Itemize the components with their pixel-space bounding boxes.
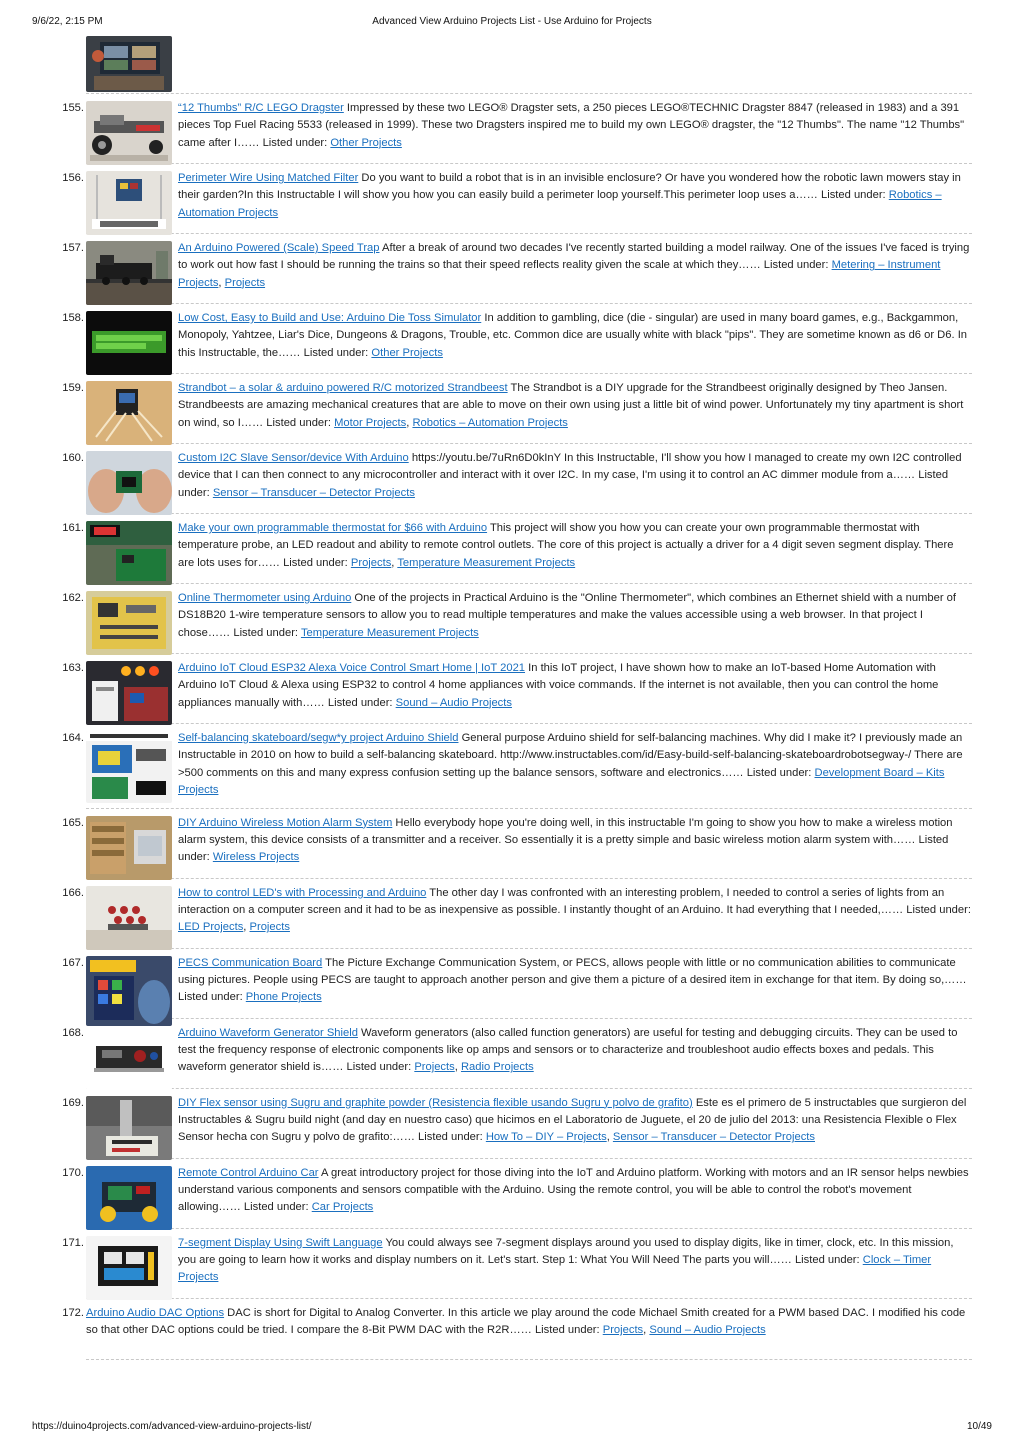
- item-number: 171.: [62, 1236, 84, 1249]
- list-item: [62, 724, 972, 809]
- item-number: 170.: [62, 1166, 84, 1179]
- project-thumbnail-image[interactable]: [86, 171, 172, 235]
- project-description: Hello everybody hope you're doing well, in this instructable I'm going to show you how to make a wireless motion alarm system, this device consists of a transmitter and a receiver. So essentially it is a pretty simple and basic wireless motion alarm system with……: [178, 816, 953, 847]
- category-link[interactable]: Projects: [414, 1061, 455, 1074]
- item-number: 169.: [62, 1096, 84, 1109]
- category-link[interactable]: Development Board – Kits Projects: [178, 766, 945, 797]
- project-title-link[interactable]: 7-segment Display Using Swift Language: [178, 1236, 383, 1249]
- project-title-link[interactable]: An Arduino Powered (Scale) Speed Trap: [178, 242, 380, 254]
- category-link[interactable]: Other Projects: [330, 136, 402, 149]
- list-item: [62, 374, 972, 444]
- category-link[interactable]: Robotics – Automation Projects: [178, 189, 942, 219]
- listed-under-label: Listed under:: [746, 766, 812, 779]
- item-number: 164.: [62, 732, 84, 744]
- projects-list: [0, 32, 1024, 1360]
- item-text: DIY Flex sensor using Sugru and graphite powder (Resistencia flexible usando Sugru y polvo de grafito) Este es el primero de 5 instructables que surgieron del Instructables & Sugru build night (and day en nuestro caso) que hicimos en el Laboratorio de Juguete, el 20 de julio del 2013: una Resistencia Flexible o Flex Sensor hecha con Sugru y polvo de grafito:…… Listed under: How To – DIY – Projects, Sensor – Transducer – Detector Projects: [178, 1096, 967, 1144]
- category-link[interactable]: Wireless Projects: [212, 851, 300, 864]
- category-link[interactable]: Projects: [350, 556, 392, 569]
- listed-under-label: Listed under:: [534, 1324, 600, 1337]
- project-title-link[interactable]: Strandbot – a solar & arduino powered R/C motorized Strandbeest: [178, 382, 508, 394]
- project-thumbnail-image[interactable]: [86, 1166, 172, 1230]
- list-item: [62, 1299, 972, 1361]
- project-description: You could always see 7-segment displays around you used to display digits, like in timer, clock, etc. In this mission, you are going to learn how it works and display numbers on it. Let's start. Step 1: What You Will Need The parts you will……: [178, 1236, 954, 1267]
- print-footer: [32, 1421, 992, 1435]
- category-link[interactable]: Projects: [249, 921, 290, 934]
- project-description: Do you want to build a robot that is in an invisible enclosure? Or have you wondered how the robotic lawn mowers stay in their garden?In this Instructable I will show you how you can easily build a perimeter loop yourself.This perimeter loop uses a……: [178, 172, 961, 202]
- item-text: Strandbot – a solar & arduino powered R/C motorized Strandbeest The Strandbot is a DIY upgrade for the Strandbeest originally designed by Theo Jansen. Strandbeests are amazing mechanical creatures that are able to move on their own using just a little bit of wind power. Unfortunately my tiny apartment is short on wind, so I…… Listed under: Motor Projects, Robotics – Automation Projects: [178, 382, 964, 429]
- project-description: The other day I was confronted with an interesting problem, I needed to control a series of lights from an interaction on a computer screen and it had to be as inexpensive as possible. I instantly thought of an Arduino. It had everything that I needed,……: [178, 886, 945, 917]
- category-link[interactable]: Sensor – Transducer – Detector Projects: [612, 1131, 815, 1144]
- list-item: [62, 879, 972, 949]
- list-item: [62, 1089, 972, 1159]
- category-link[interactable]: Sensor – Transducer – Detector Projects: [212, 486, 415, 499]
- previous-item-thumbnail-row: [86, 32, 972, 94]
- project-description: One of the projects in Practical Arduino is the "Online Thermometer", which combines an Ethernet shield with a number of DS18B20 1-wire temperature sensors to allow you to read multiple temperatures and make the values accessible using a web browser. In that project I chose……: [178, 592, 957, 639]
- project-thumbnail-image[interactable]: [86, 521, 172, 585]
- print-header: [32, 16, 992, 30]
- list-item: [62, 809, 972, 879]
- category-link[interactable]: Temperature Measurement Projects: [300, 626, 479, 639]
- item-text: Arduino Audio DAC Options DAC is short for Digital to Analog Converter. In this article we play around the code Michael Smith created for a PWM based DAC. I modified his code so that other DAC options could be tried. I compare the 8-Bit PWM DAC with the R2R…… Listed under: Projects, Sound – Audio Projects: [86, 1306, 966, 1337]
- item-text: [178, 170, 972, 222]
- project-title-link[interactable]: Make your own programmable thermostat for $66 with Arduino: [178, 522, 488, 534]
- category-link[interactable]: Phone Projects: [245, 991, 322, 1004]
- item-number: 163.: [62, 662, 84, 674]
- project-thumbnail-image[interactable]: [86, 886, 172, 950]
- project-thumbnail-image[interactable]: [86, 591, 172, 655]
- project-description: In this IoT project, I have shown how to make an IoT-based Home Automation with Arduino IoT Cloud & Alexa using ESP32 to control 4 home appliances with voice commands. If the internet is not available, then you can control the home appliances manually with……: [178, 662, 939, 709]
- item-number: 167.: [62, 956, 84, 969]
- item-text: [178, 730, 972, 800]
- item-number: 158.: [62, 312, 84, 324]
- listed-under-label: Listed under:: [418, 1131, 483, 1144]
- project-thumbnail-image[interactable]: [86, 36, 172, 92]
- category-link[interactable]: Projects: [602, 1324, 644, 1337]
- listed-under-label: Listed under:: [906, 904, 971, 917]
- project-thumbnail-image[interactable]: [86, 661, 172, 725]
- listed-under-label: Listed under:: [820, 189, 886, 202]
- item-text: [178, 660, 972, 712]
- item-number: 155.: [62, 102, 84, 114]
- project-title-link[interactable]: DIY Arduino Wireless Motion Alarm System: [178, 816, 393, 829]
- category-link[interactable]: Radio Projects: [460, 1061, 534, 1074]
- project-thumbnail-image[interactable]: [86, 1096, 172, 1160]
- project-description: Waveform generators (also called function generators) are useful for testing and debugging circuits. They can be used to test the frequency response of electronic components like op amps and sensors or to characterize and troubleshoot audio effects boxes and pedals. This waveform generator shield is……: [178, 1026, 958, 1074]
- category-link[interactable]: Metering – Instrument Projects: [178, 259, 941, 289]
- item-text: [178, 1235, 972, 1287]
- project-title-link[interactable]: How to control LED's with Processing and Arduino: [178, 886, 427, 899]
- item-text: [178, 310, 972, 362]
- category-link[interactable]: Clock – Timer Projects: [178, 1254, 932, 1284]
- project-description: This project will show you how you can create your own programmable thermostat with temperature probe, an LED readout and ability to remote control outlets. The core of this project is actually a driver for a 4 digit seven segment display. There are lots uses for……: [178, 522, 954, 569]
- category-link[interactable]: How To – DIY – Projects: [485, 1131, 607, 1144]
- project-title-link[interactable]: Arduino Waveform Generator Shield: [178, 1026, 358, 1039]
- list-item: [62, 94, 972, 164]
- project-title-link[interactable]: Perimeter Wire Using Matched Filter: [178, 172, 359, 184]
- item-number: 159.: [62, 382, 84, 394]
- project-thumbnail-image[interactable]: [86, 311, 172, 375]
- item-text: Make your own programmable thermostat for $66 with Arduino This project will show you how you can create your own programmable thermostat with temperature probe, an LED readout and ability to remote control outlets. The core of this project is actually a driver for a 4 digit seven segment display. There are lots uses for…… Listed under: Projects, Temperature Measurement Projects: [178, 522, 954, 569]
- list-item: [62, 1019, 972, 1089]
- project-title-link[interactable]: “12 Thumbs” R/C LEGO Dragster: [178, 102, 344, 114]
- category-link[interactable]: Projects: [224, 276, 266, 289]
- list-item: [62, 234, 972, 304]
- project-title-link[interactable]: Arduino IoT Cloud ESP32 Alexa Voice Control Smart Home | IoT 2021: [178, 662, 526, 674]
- list-item: [62, 584, 972, 654]
- listed-under-label: Listed under:: [233, 626, 299, 639]
- item-text: [178, 450, 972, 502]
- project-title-link[interactable]: Self-balancing skateboard/segw*y project Arduino Shield: [178, 732, 459, 744]
- item-text: [178, 955, 972, 1007]
- item-number: 165.: [62, 816, 84, 829]
- project-thumbnail-image[interactable]: [86, 1026, 172, 1090]
- project-description: Este es el primero de 5 instructables que surgieron del Instructables & Sugru build night (and day en nuestro caso) que hicimos en el Laboratorio de Juguete, el 20 de julio del 2013: una Resistencia Flexible o Flex Sensor hecha con Sugru y polvo de grafito:……: [178, 1096, 967, 1144]
- project-description: Impressed by these two LEGO® Dragster sets, a 250 pieces LEGO®TECHNIC Dragster 8847 (released in 1983) and a 391 pieces Top Fuel Racing 5533 (released in 1999). These two Dragsters inspired me to build my own LEGO® dragster, the "12 Thumbs". The name "12 Thumbs" came after I……: [178, 102, 965, 149]
- item-number: 156.: [62, 172, 84, 184]
- item-text: Arduino Waveform Generator Shield Waveform generators (also called function generators) are useful for testing and debugging circuits. They can be used to test the frequency response of electronic components like op amps and sensors or to characterize and troubleshoot audio effects boxes and pedals. This waveform generator shield is…… Listed under: Projects, Radio Projects: [178, 1026, 958, 1074]
- list-item: [62, 1229, 972, 1299]
- project-title-link[interactable]: Custom I2C Slave Sensor/device With Arduino: [178, 452, 409, 464]
- category-link[interactable]: Robotics – Automation Projects: [412, 416, 568, 429]
- project-description: After a break of around two decades I've recently started building a model railway. One of the issues I've faced is trying to work out how fast I should be running the trains so that their speed reflects reality given the scale at which they……: [178, 242, 970, 272]
- project-description: DAC is short for Digital to Analog Converter. In this article we play around the code Michael Smith created for a PWM based DAC. I modified his code so that other DAC options could be tried. I compare the 8-Bit PWM DAC with the R2R……: [86, 1306, 966, 1337]
- project-title-link[interactable]: Online Thermometer using Arduino: [178, 592, 352, 604]
- item-number: 166.: [62, 886, 84, 899]
- project-title-link[interactable]: PECS Communication Board: [178, 956, 323, 969]
- project-description: General purpose Arduino shield for self-balancing machines. Why did I make it? I previously made an Instructable in 2010 on how to build a self-balancing skateboard. http://www.instructables.com/id/Easy-build-self-balancing-skateboardrobotsegway-/ There are >500 comments on this and many express confusion setting up the balance sensors, software and electronics……: [178, 732, 963, 779]
- project-thumbnail-image[interactable]: [86, 381, 172, 445]
- project-thumbnail-image[interactable]: [86, 731, 172, 803]
- item-text: How to control LED's with Processing and Arduino The other day I was confronted with an interesting problem, I needed to control a series of lights from an interaction on a computer screen and it had to be as inexpensive as possible. I instantly thought of an Arduino. It had everything that I needed,…… Listed under: LED Projects, Projects: [178, 886, 971, 934]
- list-item: [62, 949, 972, 1019]
- category-link[interactable]: Car Projects: [311, 1201, 374, 1214]
- print-page-url: https://duino4projects.com/advanced-view-arduino-projects-list/: [32, 1421, 312, 1432]
- item-number: 168.: [62, 1026, 84, 1039]
- item-number: 157.: [62, 242, 84, 254]
- item-text: [178, 100, 972, 152]
- print-datetime: 9/6/22, 2:15 PM: [32, 16, 103, 27]
- project-title-link[interactable]: DIY Flex sensor using Sugru and graphite powder (Resistencia flexible usando Sugru y polvo de grafito): [178, 1096, 693, 1109]
- category-link[interactable]: Sound – Audio Projects: [649, 1324, 766, 1337]
- list-item: [62, 444, 972, 514]
- list-item: [62, 514, 972, 584]
- project-thumbnail-image[interactable]: [86, 101, 172, 165]
- listed-under-label: Listed under:: [178, 991, 243, 1004]
- project-thumbnail-image[interactable]: [86, 451, 172, 515]
- project-description: In addition to gambling, dice (die - singular) are used in many board games, e.g., Backgammon, Monopoly, Yahtzee, Liar's Dice, Dungeons & Dragons, Trouble, etc. Common dice are usually white with black "pips". They are sometime known as d6 or D6. In this Instructable, the……: [178, 312, 968, 359]
- list-item: [62, 654, 972, 724]
- list-item: [62, 164, 972, 234]
- project-thumbnail-image[interactable]: [86, 816, 172, 880]
- listed-under-label: Listed under:: [178, 834, 949, 864]
- listed-under-label: Listed under:: [262, 136, 328, 149]
- project-title-link[interactable]: Remote Control Arduino Car: [178, 1166, 319, 1179]
- category-link[interactable]: Sound – Audio Projects: [395, 696, 512, 709]
- print-page-number: 10/49: [966, 1421, 992, 1432]
- project-description: https://youtu.be/7uRn6D0kInY In this Instructable, I'll show you how I managed to create my own I2C controlled device that I can then connect to any microcontroller and interact with it over I2C. In my case, I'm using it to control an AC dimmer module from a……: [178, 452, 962, 482]
- project-thumbnail-image[interactable]: [86, 956, 172, 1026]
- list-item: [62, 1159, 972, 1229]
- category-link[interactable]: Motor Projects: [334, 416, 407, 429]
- category-link[interactable]: LED Projects: [178, 921, 244, 934]
- item-number: 162.: [62, 592, 84, 604]
- project-description: A great introductory project for those diving into the IoT and Arduino platform. Working with motors and an IR sensor helps newbies understand various components and sensors compatible with the Arduino. Using the remote control, you will be able to control the robot's movement allowing……: [178, 1166, 969, 1214]
- listed-under-label: Listed under:: [243, 1201, 309, 1214]
- project-title-link[interactable]: Low Cost, Easy to Build and Use: Arduino Die Toss Simulator: [178, 312, 482, 324]
- list-item: [62, 304, 972, 374]
- listed-under-label: Listed under:: [346, 1061, 412, 1074]
- item-text: [178, 815, 972, 867]
- listed-under-label: Listed under:: [303, 346, 369, 359]
- item-number: 161.: [62, 522, 84, 534]
- project-thumbnail-image[interactable]: [86, 1236, 172, 1300]
- listed-under-label: Listed under:: [763, 259, 829, 272]
- project-title-link[interactable]: Arduino Audio DAC Options: [86, 1306, 225, 1319]
- item-text: [178, 1165, 972, 1217]
- listed-under-label: Listed under:: [327, 696, 393, 709]
- item-number: 160.: [62, 452, 84, 464]
- listed-under-label: Listed under:: [794, 1254, 860, 1267]
- project-description: The Strandbot is a DIY upgrade for the Strandbeest originally designed by Theo Jansen. Strandbeests are amazing mechanical creatures that are able to move on their own using just a little bit of wind power. Unfortunately my tiny apartment is short on wind, so I……: [178, 382, 964, 429]
- item-text: [178, 590, 972, 642]
- category-link[interactable]: Other Projects: [371, 346, 443, 359]
- item-number: 172.: [62, 1306, 84, 1319]
- print-page-title: Advanced View Arduino Projects List - Use Arduino for Projects: [372, 16, 652, 27]
- listed-under-label: Listed under:: [266, 416, 331, 429]
- item-text: An Arduino Powered (Scale) Speed Trap After a break of around two decades I've recently started building a model railway. One of the issues I've faced is trying to work out how fast I should be running the trains so that their speed reflects reality given the scale at which they…… Listed under: Metering – Instrument Projects, Projects: [178, 242, 970, 289]
- project-thumbnail-image[interactable]: [86, 241, 172, 305]
- category-link[interactable]: Temperature Measurement Projects: [397, 556, 576, 569]
- listed-under-label: Listed under:: [178, 469, 949, 499]
- project-description: The Picture Exchange Communication System, or PECS, allows people with little or no communication abilities to communicate using pictures. People using PECS are taught to approach another person and give them a picture of a desired item in exchange for that item. By doing so,……: [178, 956, 967, 987]
- listed-under-label: Listed under:: [283, 556, 348, 569]
